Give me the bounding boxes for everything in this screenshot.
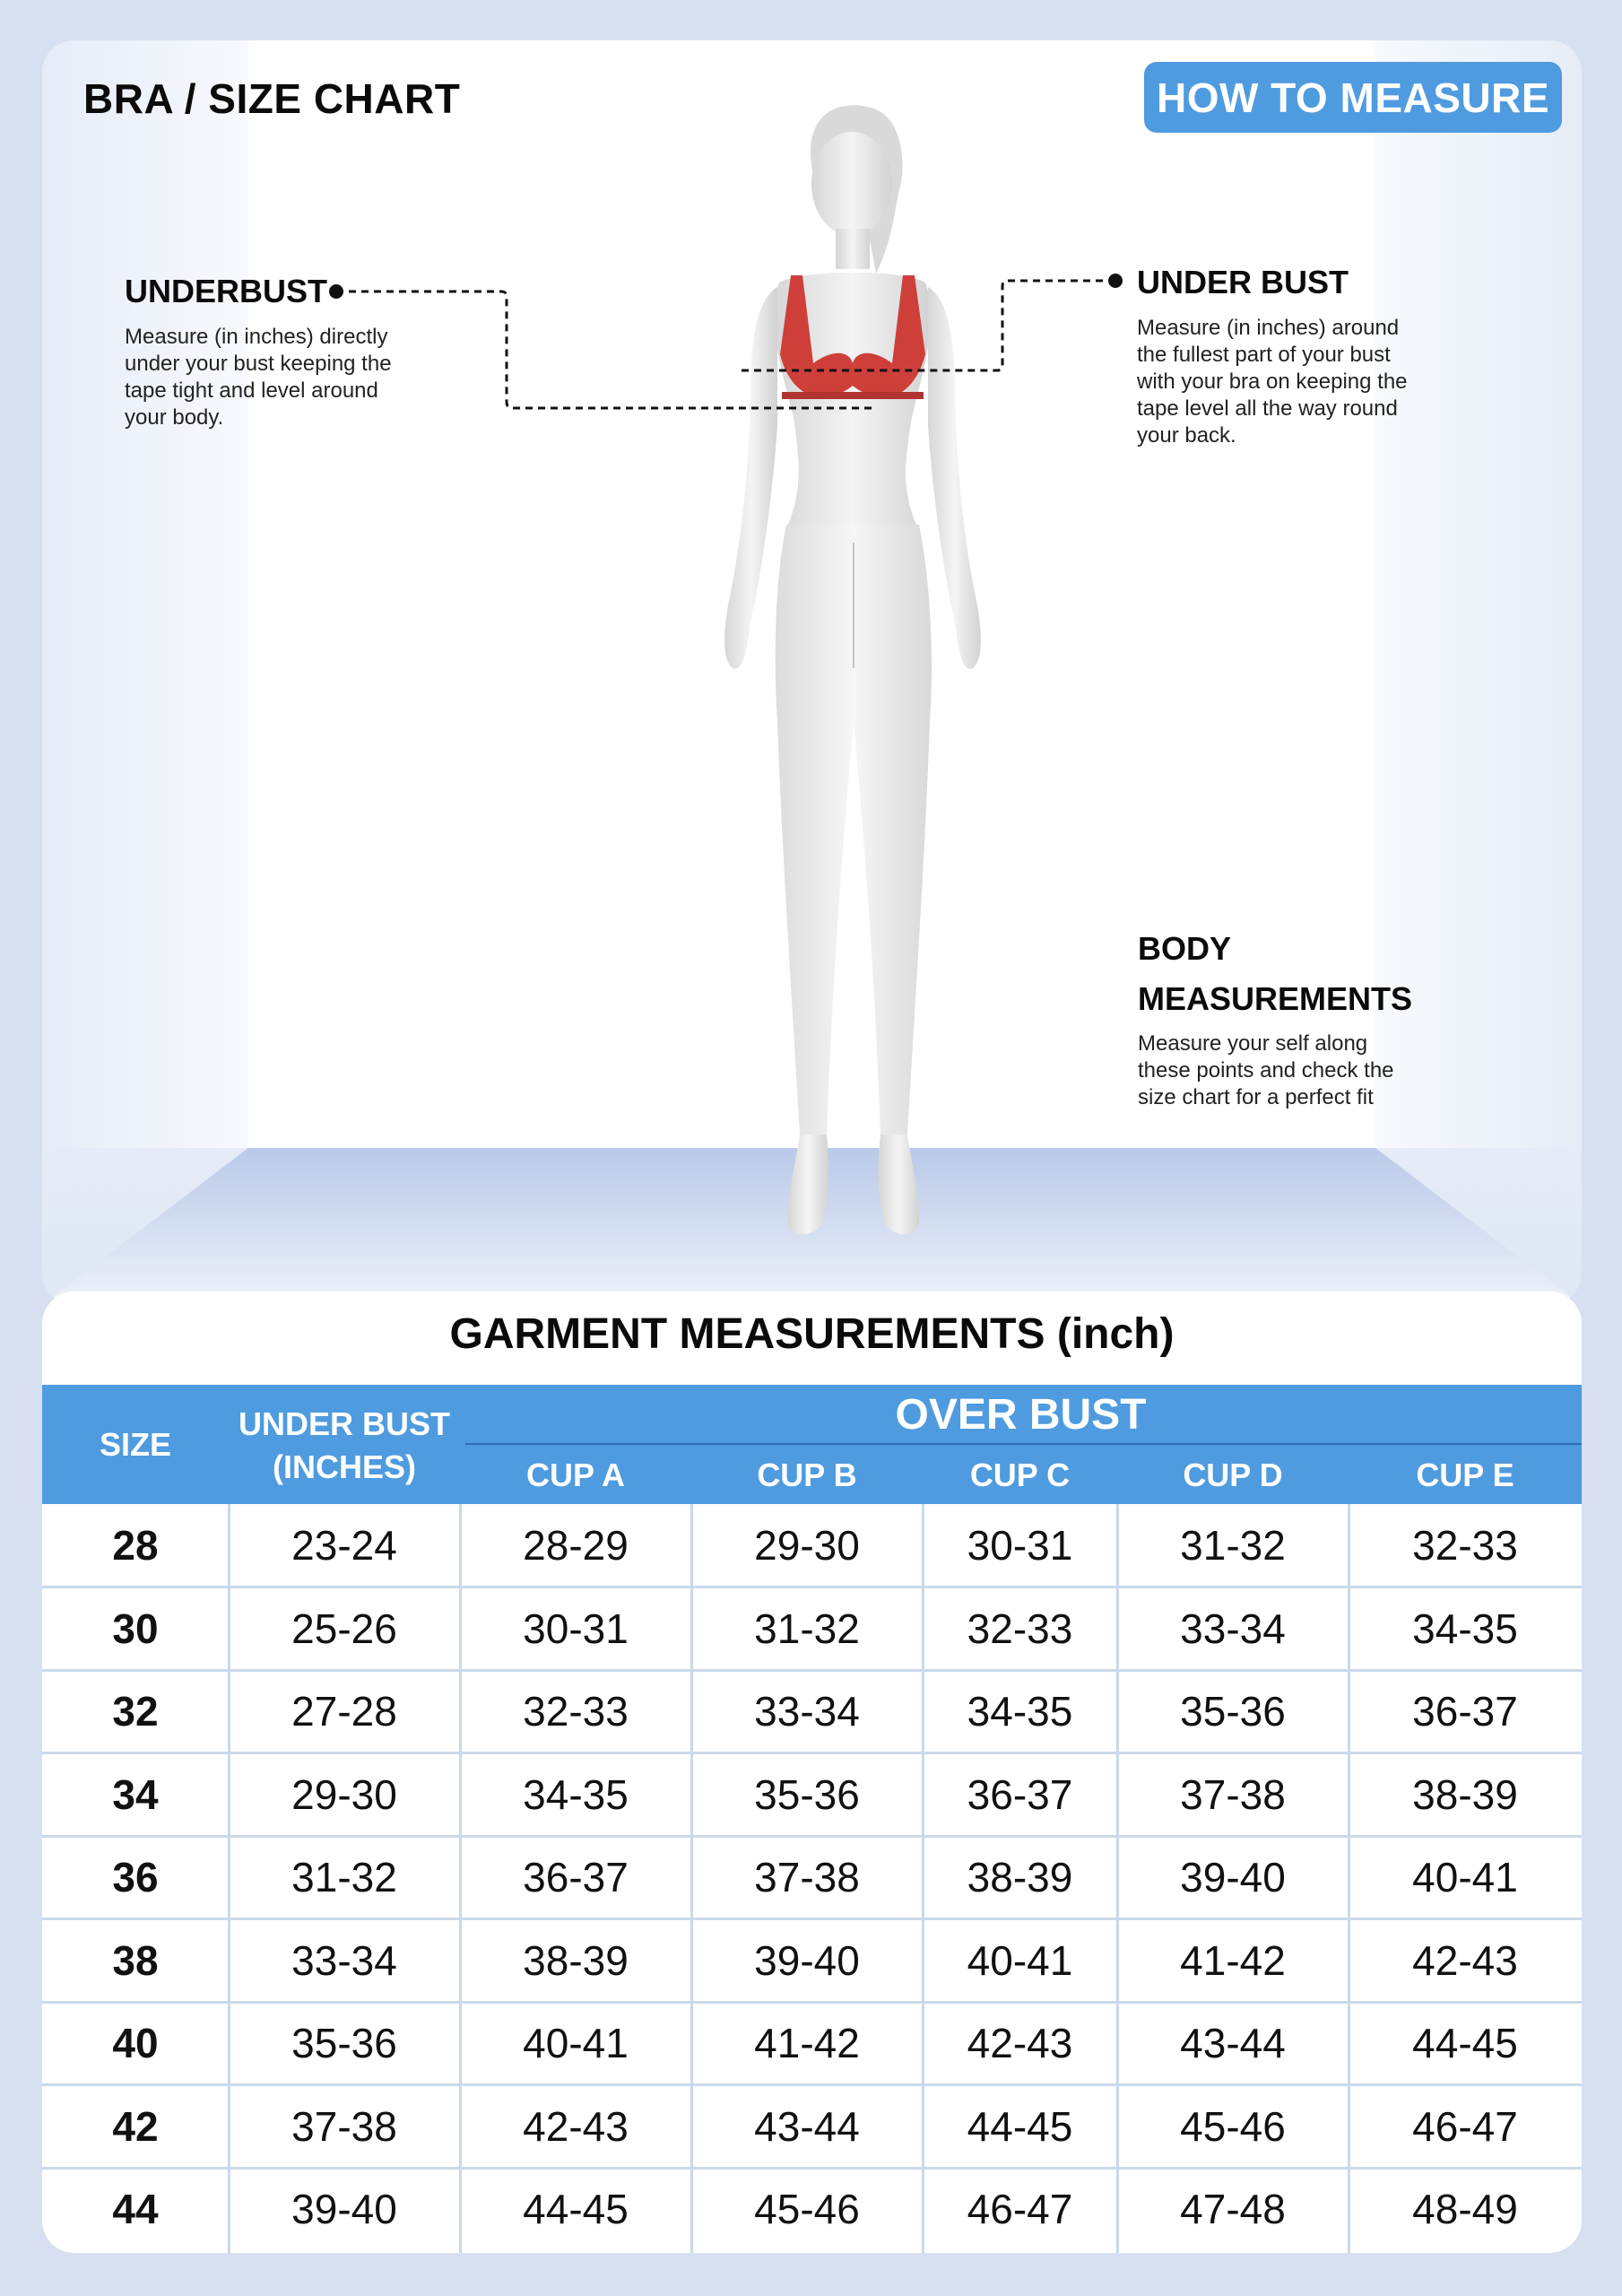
header-under-bust: UNDER BUST (INCHES) <box>238 1405 450 1485</box>
cup-cell: 38-39 <box>967 1854 1073 1901</box>
measurement-leader-lines <box>42 40 1582 1305</box>
cup-cell: 40-41 <box>967 1936 1073 1984</box>
table-row <box>42 2002 1582 2085</box>
cup-cell: 43-44 <box>1180 2020 1286 2067</box>
size-cell: 40 <box>112 2020 159 2067</box>
cup-cell: 38-39 <box>1412 1770 1518 1818</box>
cup-cell: 36-37 <box>967 1770 1073 1818</box>
column-divider <box>1348 1504 1350 2253</box>
column-divider <box>228 1504 230 2253</box>
header-cup-a: CUP A <box>525 1457 626 1493</box>
cup-cell: 34-35 <box>967 1688 1073 1735</box>
under-bust-cell: 25-26 <box>291 1605 397 1652</box>
cup-cell: 42-43 <box>967 2020 1073 2067</box>
cup-cell: 40-41 <box>523 2020 629 2067</box>
cup-cell: 48-49 <box>1412 2186 1518 2233</box>
size-chart-table-card <box>42 1292 1582 2253</box>
table-row <box>42 2085 1582 2169</box>
cup-cell: 46-47 <box>1412 2102 1518 2150</box>
size-cell: 42 <box>112 2102 159 2150</box>
cup-cell: 42-43 <box>1412 1936 1518 1984</box>
cup-cell: 44-45 <box>967 2102 1073 2150</box>
cup-cell: 32-33 <box>1412 1522 1518 1570</box>
under-bust-cell: 39-40 <box>291 2186 397 2233</box>
header-divider <box>465 1443 1582 1445</box>
cup-cell: 44-45 <box>1412 2020 1518 2067</box>
underbust-left-title: UNDERBUST <box>125 273 328 309</box>
under-bust-cell: 23-24 <box>291 1522 397 1570</box>
table-row <box>42 1504 1582 1587</box>
cup-cell: 39-40 <box>1180 1854 1286 1901</box>
cup-cell: 32-33 <box>967 1605 1073 1652</box>
cup-cell: 41-42 <box>1180 1936 1286 1984</box>
cup-cell: 31-32 <box>754 1605 860 1652</box>
under-bust-cell: 29-30 <box>291 1770 397 1818</box>
table-row <box>42 2168 1582 2251</box>
table-row <box>42 1753 1582 1837</box>
header-size: SIZE <box>99 1425 171 1463</box>
under-bust-cell: 37-38 <box>291 2102 397 2150</box>
cup-cell: 31-32 <box>1180 1522 1286 1570</box>
page-title: BRA / SIZE CHART <box>83 75 461 122</box>
how-to-measure-button[interactable]: HOW TO MEASURE <box>1144 62 1562 133</box>
table-row <box>42 1836 1582 1919</box>
body-measurements-description: Measure your self along these points and check the size chart for a perfect fit <box>1138 1031 1394 1109</box>
header-cup-d: CUP D <box>1183 1457 1283 1493</box>
cup-cell: 35-36 <box>1180 1688 1286 1735</box>
cup-cell: 46-47 <box>967 2186 1073 2233</box>
under-bust-cell: 33-34 <box>291 1936 397 1984</box>
table-header <box>42 1385 1582 1504</box>
cup-cell: 35-36 <box>754 1770 860 1818</box>
cup-cell: 32-33 <box>523 1688 629 1735</box>
cup-cell: 34-35 <box>523 1770 629 1818</box>
cup-cell: 29-30 <box>754 1522 860 1570</box>
cup-cell: 39-40 <box>754 1936 860 1984</box>
cup-cell: 33-34 <box>754 1688 860 1735</box>
under-bust-cell: 35-36 <box>291 2020 397 2067</box>
header-cup-c: CUP C <box>969 1457 1071 1493</box>
cup-cell: 36-37 <box>1412 1688 1518 1735</box>
body-measurements-title: BODY MEASUREMENTS <box>1138 930 1413 1017</box>
underbust-right-description: Measure (in inches) around the fullest part of your bust with your bra on keeping the tape level all the way round your back. <box>1137 316 1408 448</box>
column-divider <box>459 1504 462 2253</box>
table-row <box>42 1587 1582 1671</box>
size-cell: 30 <box>112 1605 159 1652</box>
under-bust-cell: 31-32 <box>291 1854 397 1901</box>
cup-cell: 37-38 <box>1180 1770 1286 1818</box>
cup-cell: 36-37 <box>523 1854 629 1901</box>
size-cell: 28 <box>112 1522 159 1570</box>
cup-cell: 38-39 <box>523 1936 629 1984</box>
header-over-bust: OVER BUST <box>895 1391 1147 1439</box>
cup-cell: 33-34 <box>1180 1605 1286 1652</box>
size-cell: 44 <box>112 2186 159 2233</box>
cup-cell: 45-46 <box>754 2186 860 2233</box>
cup-cell: 37-38 <box>754 1854 860 1901</box>
table-row <box>42 1919 1582 2003</box>
cup-cell: 42-43 <box>523 2102 629 2150</box>
cup-cell: 30-31 <box>967 1522 1073 1570</box>
column-divider <box>1116 1504 1119 2253</box>
underbust-right-title: UNDER BUST <box>1137 264 1349 300</box>
table-row <box>42 1670 1582 1753</box>
cup-cell: 45-46 <box>1180 2102 1286 2150</box>
cup-cell: 43-44 <box>754 2102 860 2150</box>
header-cup-e: CUP E <box>1416 1457 1514 1493</box>
cup-cell: 44-45 <box>523 2186 629 2233</box>
under-bust-cell: 27-28 <box>291 1688 397 1735</box>
size-cell: 32 <box>112 1688 159 1735</box>
size-cell: 34 <box>112 1770 159 1818</box>
column-divider <box>922 1504 924 2253</box>
column-divider <box>690 1504 693 2253</box>
cup-cell: 40-41 <box>1412 1854 1518 1901</box>
cup-cell: 34-35 <box>1412 1605 1518 1652</box>
cup-cell: 28-29 <box>523 1522 629 1570</box>
size-cell: 38 <box>112 1936 159 1984</box>
table-title: GARMENT MEASUREMENTS (inch) <box>449 1310 1175 1358</box>
underbust-left-description: Measure (in inches) directly under your bust keeping the tape tight and level around your body. <box>125 325 392 430</box>
size-cell: 36 <box>112 1854 159 1901</box>
header-cup-b: CUP B <box>757 1457 857 1493</box>
cup-cell: 30-31 <box>523 1605 629 1652</box>
cup-cell: 47-48 <box>1180 2186 1286 2233</box>
cup-cell: 41-42 <box>754 2020 860 2067</box>
how-to-measure-panel <box>42 40 1582 1305</box>
